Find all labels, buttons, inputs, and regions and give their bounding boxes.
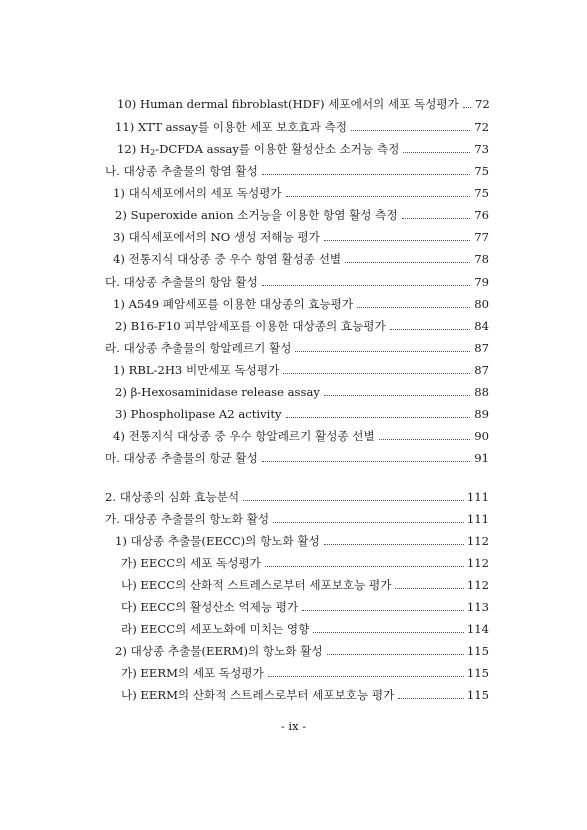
- dot-leader: [286, 417, 470, 418]
- toc-entry: [121, 665, 489, 681]
- dot-leader: [268, 676, 464, 677]
- toc-entry: [115, 406, 489, 422]
- toc-entry: [105, 340, 489, 356]
- toc-entry-title: 1) A549 폐암세포를 이용한 대상종의 효능평가: [113, 297, 354, 311]
- toc-entry-page: 113: [466, 600, 489, 614]
- dot-leader: [357, 307, 470, 308]
- dot-leader: [283, 373, 470, 374]
- toc-entry: [115, 318, 489, 334]
- toc-entry: [113, 296, 489, 312]
- toc-entry-title: 1) RBL-2H3 비만세포 독성평가: [113, 363, 280, 377]
- toc-entry: [113, 362, 489, 378]
- dot-leader: [351, 130, 470, 131]
- toc-entry-page: 112: [466, 534, 489, 548]
- toc-entry-title: 다. 대상종 추출물의 항암 활성: [105, 275, 258, 289]
- toc-entry: [105, 163, 489, 179]
- toc-entry-page: 78: [474, 252, 489, 266]
- toc-entry: [105, 274, 489, 290]
- toc-entry-page: 79: [474, 275, 489, 289]
- dot-leader: [403, 152, 470, 153]
- toc-entry-page: 111: [466, 490, 489, 504]
- toc-entry-page: 73: [474, 142, 489, 156]
- toc-entry: [113, 428, 489, 444]
- toc-entry-page: 115: [466, 688, 489, 702]
- toc-entry-title: 4) 전통지식 대상종 중 우수 항염 활성종 선별: [113, 252, 342, 266]
- toc-entry-title: 11) XTT assay를 이용한 세포 보호효과 측정: [115, 120, 347, 134]
- toc-entry-title: 나. 대상종 추출물의 항염 활성: [105, 164, 258, 178]
- toc-entry: [121, 687, 489, 703]
- toc-entry-page: 115: [466, 666, 489, 680]
- toc-entry: [115, 384, 489, 400]
- dot-leader: [313, 632, 464, 633]
- toc-entry: [121, 599, 489, 615]
- dot-leader: [402, 218, 470, 219]
- toc-entry-page: 77: [474, 230, 489, 244]
- dot-leader: [463, 107, 471, 108]
- dot-leader: [262, 285, 470, 286]
- toc-entry: [113, 251, 489, 267]
- toc-entry-page: 112: [466, 578, 489, 592]
- toc-entry-title: 2) B16-F10 피부암세포를 이용한 대상종의 효능평가: [115, 319, 386, 333]
- toc-entry: [105, 489, 489, 505]
- dot-leader: [273, 522, 464, 523]
- toc-entry-title: 2) β-Hexosaminidase release assay: [115, 385, 320, 399]
- dot-leader: [262, 174, 470, 175]
- toc-entry-page: 72: [475, 97, 490, 111]
- toc-entry: [115, 533, 489, 549]
- toc-entry-page: 89: [474, 407, 489, 421]
- toc-entry-title: 가. 대상종 추출물의 항노화 활성: [105, 512, 270, 526]
- toc-entry-title: 1) 대상종 추출물(EECC)의 항노화 활성: [115, 534, 320, 548]
- toc-entry-title: 3) Phospholipase A2 activity: [115, 407, 282, 421]
- toc-entry-title: 라. 대상종 추출물의 항알레르기 활성: [105, 341, 292, 355]
- toc-entry: [117, 141, 489, 157]
- dot-leader: [286, 196, 470, 197]
- toc-entry-page: 88: [474, 385, 489, 399]
- toc-entry: [121, 555, 489, 571]
- toc-entry-title: 4) 전통지식 대상종 중 우수 항알레르기 활성종 선별: [113, 429, 375, 443]
- toc-entry-title: 다) EECC의 활성산소 억제능 평가: [121, 600, 299, 614]
- toc-entry-page: 84: [474, 319, 489, 333]
- toc-entry: [105, 450, 489, 466]
- toc-entry-page: 75: [474, 186, 489, 200]
- toc-entry-title: 1) 대식세포에서의 세포 독성평가: [113, 186, 282, 200]
- page-number: - ix -: [280, 719, 307, 733]
- toc-entry-page: 75: [474, 164, 489, 178]
- toc-entry: [121, 621, 489, 637]
- toc-entry: [115, 207, 489, 223]
- dot-leader: [327, 654, 464, 655]
- toc-entry-title: 10) Human dermal fibroblast(HDF) 세포에서의 세포 독성평가: [117, 97, 459, 111]
- toc-entry: [113, 229, 489, 245]
- toc-entry-title: 라) EECC의 세포노화에 미치는 영향: [121, 622, 310, 636]
- toc-entry-page: 90: [474, 429, 489, 443]
- dot-leader: [265, 566, 464, 567]
- dot-leader: [390, 329, 470, 330]
- toc-entry-title: 12) $H_2$-DCFDA assay를 이용한 활성산소 소거능 측정: [117, 142, 400, 157]
- toc-entry-title: 3) 대식세포에서의 NO 생성 저해능 평가: [113, 230, 320, 244]
- toc-entry: [121, 577, 489, 593]
- toc-entry-title: 가) EERM의 세포 독성평가: [121, 666, 264, 680]
- dot-leader: [324, 240, 470, 241]
- toc-entry-page: 80: [474, 297, 489, 311]
- toc-entry: [113, 185, 489, 201]
- toc-entry-page: 115: [466, 644, 489, 658]
- toc-entry-page: 76: [474, 208, 489, 222]
- toc-entry: [115, 643, 489, 659]
- toc-entry: [117, 96, 489, 112]
- toc-entry-title: 2. 대상종의 심화 효능분석: [105, 490, 240, 504]
- toc-entry-page: 87: [474, 363, 489, 377]
- toc-entry: [115, 119, 489, 135]
- toc-entry-title: 나) EERM의 산화적 스트레스로부터 세포보호능 평가: [121, 688, 395, 702]
- dot-leader: [302, 610, 464, 611]
- toc-entry-page: 87: [474, 341, 489, 355]
- dot-leader: [395, 588, 463, 589]
- toc-entry-page: 91: [474, 451, 489, 465]
- toc-entry-page: 112: [466, 556, 489, 570]
- toc-entry: [105, 511, 489, 527]
- toc-entry-title: 2) 대상종 추출물(EERM)의 항노화 활성: [115, 644, 323, 658]
- dot-leader: [398, 698, 464, 699]
- toc-entry-page: 111: [466, 512, 489, 526]
- dot-leader: [262, 461, 470, 462]
- toc-entry-page: 114: [466, 622, 489, 636]
- toc-entry-title: 가) EECC의 세포 독성평가: [121, 556, 261, 570]
- dot-leader: [379, 439, 470, 440]
- toc-entry-title: 마. 대상종 추출물의 항균 활성: [105, 451, 258, 465]
- dot-leader: [324, 395, 470, 396]
- dot-leader: [324, 544, 464, 545]
- dot-leader: [243, 500, 464, 501]
- dot-leader: [295, 351, 470, 352]
- toc-entry-title: 2) Superoxide anion 소거능을 이용한 항염 활성 측정: [115, 208, 398, 222]
- toc-entry-title: 나) EECC의 산화적 스트레스로부터 세포보호능 평가: [121, 578, 392, 592]
- dot-leader: [345, 262, 470, 263]
- toc-entry-page: 72: [474, 120, 489, 134]
